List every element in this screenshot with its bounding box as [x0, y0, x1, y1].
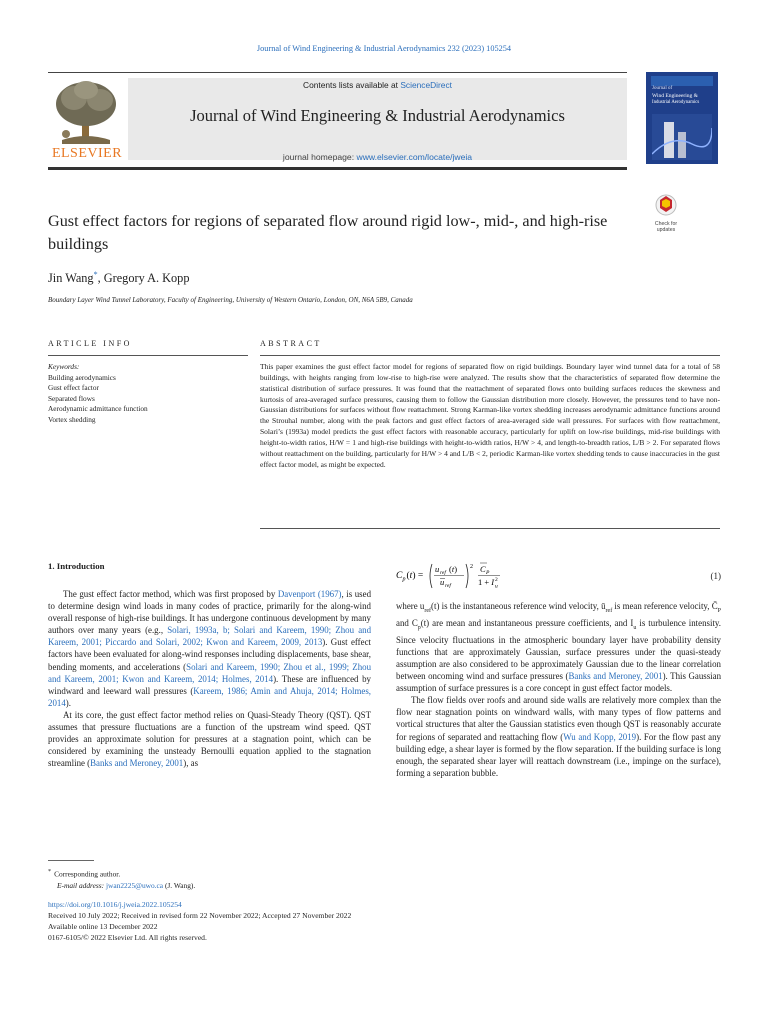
svg-text:2: 2: [470, 564, 473, 570]
keyword-item: Vortex shedding: [48, 414, 96, 424]
keyword-item: Aerodynamic admittance function: [48, 404, 148, 414]
masthead-top-rule: [48, 72, 627, 73]
citation-link[interactable]: Banks and Meroney, 2001: [90, 758, 184, 769]
citation-link[interactable]: Banks and Meroney, 2001: [568, 671, 663, 682]
svg-text:(t) =: (t) =: [406, 571, 424, 581]
sciencedirect-link[interactable]: ScienceDirect: [400, 80, 452, 90]
citation-link[interactable]: Solari, 1993a, b; Solari and Kareem, 1990; Zhou and Kareem, 2001; Piccardo and Solari, 2002; Kwon and Kareem, 2009, 2013: [48, 625, 372, 648]
article-info-heading: ARTICLE INFO: [48, 339, 132, 348]
cover-image: [652, 114, 712, 160]
check-for-updates-line-1: Check for: [654, 221, 678, 227]
email-link[interactable]: jwan2225@uwo.ca: [106, 881, 164, 891]
svg-text:1 + I: 1 + I: [478, 577, 495, 587]
svg-text:ref: ref: [445, 583, 451, 589]
abstract-text: This paper examines the gust effect factor model for regions of separated flow on rigid buildings. Boundary layer wind tunnel data for a total of 58 buildings, with heights ranging from low-rise to high-rise were analyzed. The results show that the characteristics of separated flow determine the statistical distribution of surface pressures. It was found that the reattachment of separated flows onto building surfaces reduces the skewness and kurtosis of area-averaged surface pressures, causing them to follow the Gaussian distribution more closely. However, the pressures tend to have non-Gaussian distributions for surfaces without flow reattachment. Strong Karman-like vortex shedding increases aerodynamic admittance functions around the Strouhal number, along with the peak factors and gust effect factors of area-averaged side wall pressures. For surfaces with flow reattachment, Solari’s (1993a) model predicts the gust effect factors with reasonable accuracy, particularly for uplift on low-rise buildings, mid-rise buildings with height-to-width ratios, H/W = 1 and high-rise buildings with height-to-width ratios, H/W > 4, and length-to-breadth ratios, L/B > 2. For separated flows without reattachment on the building, particularly for H/W > 4 and L/B < 2, periodic Karman-like vortex shedding tends to cause inaccuracies in the gust effect factor model, as might be expected.: [260, 362, 720, 469]
svg-text:u: u: [495, 583, 498, 590]
body-column-left: [48, 588, 371, 769]
text-run: and C: [396, 617, 418, 628]
text-run: ). This Gaussian assumption of surface pressures is a core concept in gust effect factor models.: [396, 671, 722, 694]
text-run: is turbulence intensity. Since velocity fluctuations in the atmospheric boundary layer have probability density functions that are approximately Gaussian, surface pressures under the quasi-steady assumption are also considered to be approximately Gaussian due to the linear correlation between oncoming wind and surface pressures (: [396, 617, 721, 682]
keyword-item: Building aerodynamics: [48, 372, 116, 382]
check-for-updates-line-2: updates: [656, 227, 676, 233]
text-run: (t) is the instantaneous reference wind velocity, ū: [431, 601, 606, 611]
body-column-right: [396, 600, 721, 779]
svg-text:p: p: [402, 576, 406, 583]
equation-1: [396, 560, 721, 592]
doi-link[interactable]: https://doi.org/10.1016/j.jweia.2022.105254: [48, 900, 182, 909]
equation-number: (1): [710, 571, 721, 581]
footnote-divider: [48, 860, 94, 861]
svg-text:u: u: [440, 577, 445, 587]
text-run: ), as: [183, 758, 199, 769]
text-run: ). Gust effect factors have been evaluated for along-wind responses including displacements, base shear, bending moments, and accelerations (: [48, 637, 371, 672]
contents-prefix: Contents lists available at: [303, 80, 401, 90]
svg-text:C: C: [480, 564, 486, 574]
cover-title-line-3: Industrial Aerodynamics: [652, 100, 700, 105]
citation-link[interactable]: Wu and Kopp, 2019: [563, 731, 637, 742]
email-suffix: (J. Wang).: [163, 881, 196, 891]
keywords-label: Keywords:: [48, 362, 80, 371]
text-run: The gust effect factor method, which was first proposed by: [63, 589, 278, 599]
paragraph: [48, 709, 371, 769]
citation-link[interactable]: Kareem, 1986; Amin and Ahuja, 2014; Holmes, 2014: [48, 685, 371, 708]
keyword-item: Separated flows: [48, 393, 95, 403]
text-run: (t) are mean and instantaneous pressure coefficients, and I: [420, 617, 634, 628]
email-label: E-mail address:: [57, 881, 106, 891]
citation-link[interactable]: Solari and Kareem, 1990; Zhou et al., 1999; Zhou and Kareem, 2001; Kwon and Kareem, 2014; Holmes, 2014: [48, 661, 372, 684]
cover-title-line-1: Journal of: [652, 86, 673, 91]
text-run: ).: [65, 697, 71, 708]
corresponding-author-mark[interactable]: *: [93, 270, 98, 279]
divider: [48, 355, 248, 356]
homepage-line: [128, 152, 627, 162]
contents-line: [128, 80, 627, 90]
text-run: The flow fields over roofs and around side walls are relatively more complex than the flow near stagnation points on windward walls, with many types of flow patterns and vortical structures that alter the Gaussian statistics even though QST is reasonably accurate for regions of separated and reattaching flow (: [396, 695, 721, 742]
author-name[interactable]: Gregory A. Kopp: [103, 271, 190, 286]
section-heading-introduction: 1. Introduction: [48, 561, 105, 571]
author-list: [48, 270, 189, 286]
paragraph: [48, 588, 371, 709]
article-title: Gust effect factors for regions of separated flow around rigid low-, mid-, and high-rise buildings: [48, 212, 608, 253]
journal-reference[interactable]: Journal of Wind Engineering & Industrial Aerodynamics 232 (2023) 105254: [256, 44, 512, 53]
publication-info: [48, 899, 351, 943]
journal-cover-thumbnail[interactable]: [646, 72, 718, 164]
text-run: is mean reference velocity, C̄: [612, 601, 718, 611]
affiliation: Boundary Layer Wind Tunnel Laboratory, Faculty of Engineering, University of Western Ontario, London, ON, N6A 5B9, Canada: [48, 296, 413, 304]
text-run: , is used to determine design wind loads in many codes of practice, primarily for the along-wind overall response of high-rise buildings. It has undergone continuous development by many authors over many years (e.g.,: [48, 589, 371, 636]
footnote: [48, 866, 196, 892]
abstract-heading: ABSTRACT: [260, 339, 322, 348]
homepage-prefix: journal homepage:: [282, 152, 357, 162]
equation-graphic: [396, 560, 721, 592]
elsevier-logo[interactable]: [48, 78, 126, 162]
journal-title: Journal of Wind Engineering & Industrial Aerodynamics: [190, 106, 565, 125]
divider: [260, 355, 720, 356]
divider: [260, 528, 720, 529]
received-dates: Received 10 July 2022; Received in revised form 22 November 2022; Accepted 27 November 2022: [48, 911, 352, 920]
author-name[interactable]: Jin Wang: [48, 271, 94, 286]
author-separator: ,: [97, 271, 104, 286]
cover-title-line-2: Wind Engineering &: [652, 93, 698, 99]
paragraph: [396, 694, 721, 779]
svg-text:2: 2: [495, 577, 498, 583]
masthead-bottom-rule: [48, 167, 627, 170]
check-for-updates-icon: [648, 194, 684, 216]
publisher-logo-text: ELSEVIER: [51, 146, 123, 161]
citation-link[interactable]: Davenport (1967): [277, 589, 342, 599]
corresponding-author-note: Corresponding author.: [54, 869, 121, 879]
available-online-date: Available online 13 December 2022: [48, 922, 158, 931]
text-run: At its core, the gust effect factor method relies on Quasi-Steady Theory (QST). QST assumes that pressure fluctuations are a function of the upstream wind speed. QST provides an approximate solution for pressures at a stagnation point, which can be considered by examining the unsteady Bernoulli equation applied to the stagnation streamline (: [48, 709, 371, 769]
keywords-block: [48, 362, 253, 426]
paragraph: where $u_{ref}(t)$ is the instantaneous reference wind velocity, $ū_{ref}$ is mean reference velocity, $C̄_P$ and $C_p(t)$ are mean and instantaneous pressure coefficients, and $I_u$ is turbulence intensity. Since velocity fluctuations in the atmospheric boundary layer have probability density functions that are approximately Gaussian, surface pressures under the quasi-steady assumption are also considered to be approximately Gaussian due to the linear correlation between oncoming wind and surface pressures (Banks and Meroney, 2001). This Gaussian assumption of surface pressures is a core concept in gust effect factor models.: [396, 601, 722, 694]
footnote-mark: *: [48, 869, 52, 875]
svg-text:ref: ref: [440, 570, 446, 576]
keyword-item: Gust effect factor: [48, 383, 99, 393]
svg-text:u: u: [435, 564, 440, 574]
check-for-updates-badge[interactable]: [648, 194, 684, 233]
text-run: ). For the flow past any building edge, a shear layer is formed by the flow separation. If the building surface is long enough, the separated shear layer will reattach downstream (i.e., impinge on the surface), forming a separation bubble.: [396, 731, 721, 778]
copyright-line: 0167-6105/© 2022 Elsevier Ltd. All rights reserved.: [48, 933, 207, 942]
masthead: [48, 72, 720, 168]
svg-text:C: C: [396, 571, 403, 581]
journal-homepage-link[interactable]: www.elsevier.com/locate/jweia: [356, 152, 473, 162]
text-run: where u: [396, 601, 425, 611]
svg-text:(t): (t): [449, 564, 458, 574]
svg-text:P: P: [486, 570, 490, 576]
text-run: ). These are influenced by windward and leeward wall pressures (: [48, 673, 371, 696]
